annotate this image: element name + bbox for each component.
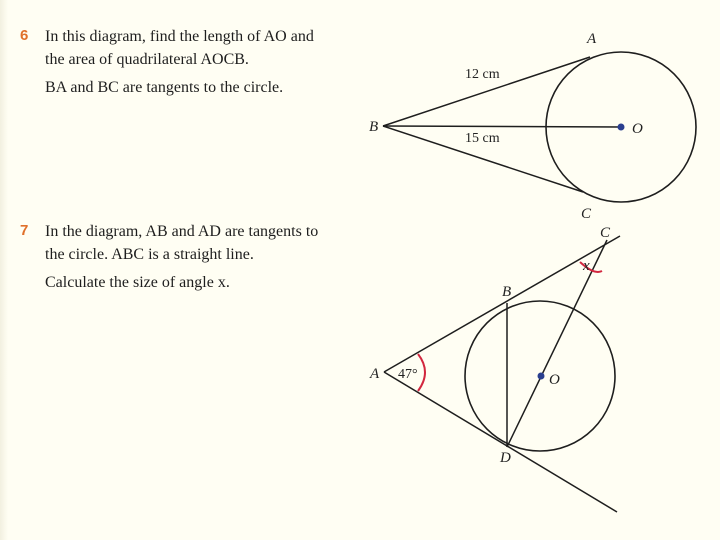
q7-label-D: D (500, 450, 511, 466)
question-6-number: 6 (20, 27, 29, 44)
question-6-diagram (369, 31, 696, 222)
question-7-line-3: Calculate the size of angle x. (45, 274, 230, 291)
q6-label-A: A (587, 31, 597, 47)
q6-label-B: B (369, 119, 379, 135)
q7-center-dot (538, 373, 545, 380)
q6-label-O: O (632, 121, 643, 137)
q7-label-A: A (370, 366, 380, 382)
q6-segment-BO (383, 126, 621, 127)
q7-label-O: O (549, 372, 560, 388)
q7-label-B: B (502, 284, 512, 300)
question-7-line-1: In the diagram, AB and AD are tangents to (45, 223, 319, 240)
q7-line-ABC (384, 236, 620, 372)
q6-label-C: C (581, 206, 592, 222)
q7-label-C: C (600, 225, 611, 241)
question-7-line-2: the circle. ABC is a straight line. (45, 246, 254, 263)
q6-length-BA: 12 cm (465, 67, 500, 82)
question-6-line-1: In this diagram, find the length of AO and (45, 28, 314, 45)
q7-angle-arc-A (418, 354, 425, 391)
q6-length-BO: 15 cm (465, 131, 500, 146)
q6-center-dot (618, 124, 625, 131)
q7-tangent-AD (384, 372, 617, 512)
question-6-line-2: the area of quadrilateral AOCB. (45, 51, 249, 68)
q7-angle-label-x: x (583, 258, 590, 274)
question-7-diagram (369, 225, 620, 512)
question-6-line-3: BA and BC are tangents to the circle. (45, 79, 284, 96)
question-7-number: 7 (20, 222, 29, 239)
q7-angle-label-A: 47° (398, 367, 418, 382)
